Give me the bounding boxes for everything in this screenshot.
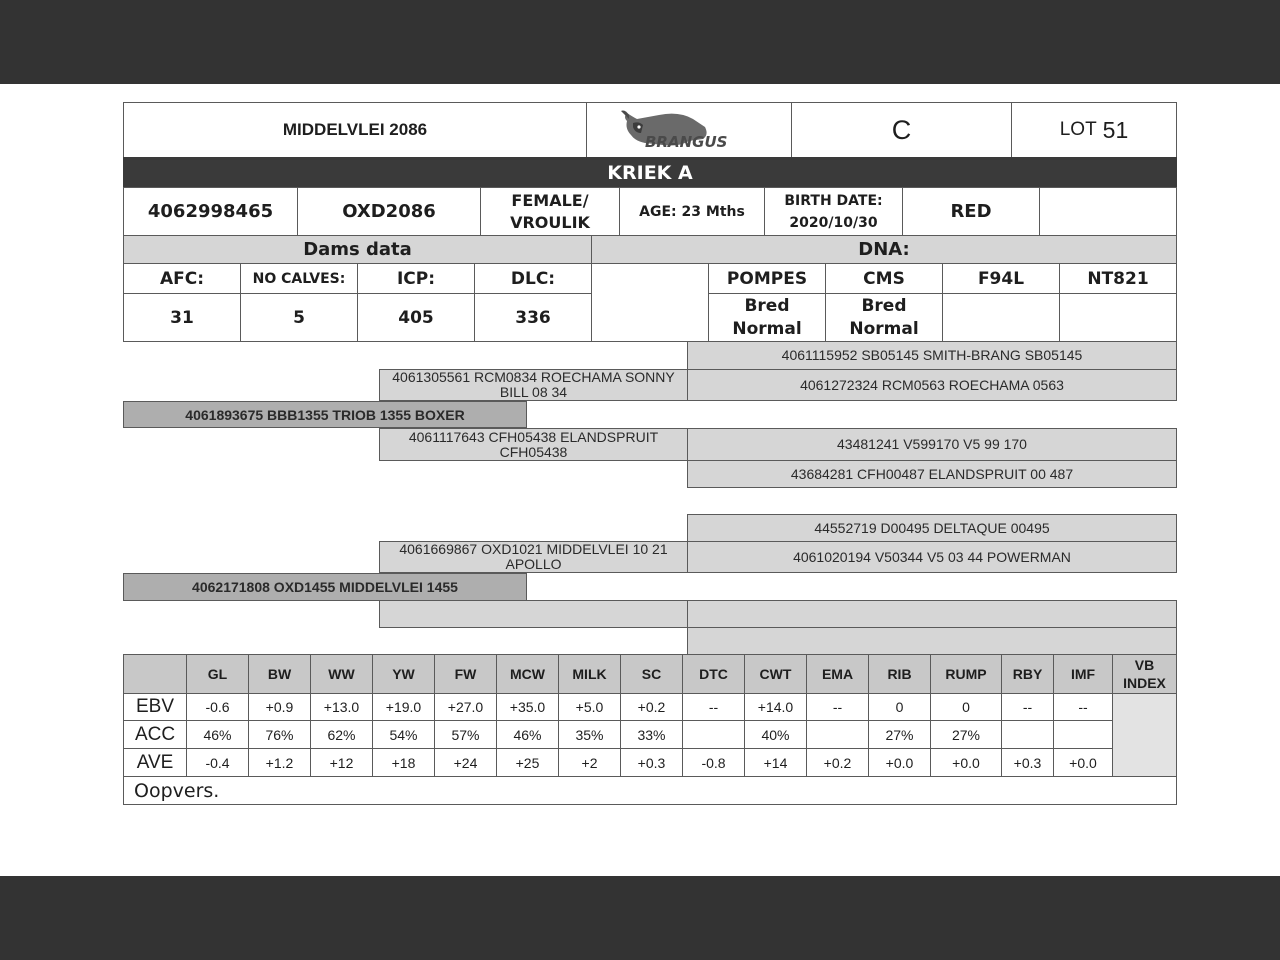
ebv-cell: 76% — [248, 720, 311, 749]
ebv-col-header-rby: RBY — [1001, 654, 1054, 694]
dna-cms-label: CMS — [825, 263, 943, 294]
footer-note: Oopvers. — [123, 776, 1177, 805]
ebv-cell: -0.6 — [186, 693, 249, 721]
ebv-cell: +2 — [558, 748, 621, 777]
pedigree-dam-dam-dam — [687, 627, 1177, 655]
dna-cms-line-2: Normal — [849, 318, 919, 339]
ebv-col-header-ww: WW — [310, 654, 373, 694]
ebv-cell: 62% — [310, 720, 373, 749]
ebv-cell: +0.0 — [930, 748, 1002, 777]
ebv-col-header-bw: BW — [248, 654, 311, 694]
ebv-row-label-acc: ACC — [123, 720, 187, 749]
ebv-cell: 0 — [868, 693, 931, 721]
vb-index-line-2: INDEX — [1123, 675, 1166, 691]
ebv-cell: +0.0 — [868, 748, 931, 777]
sex-line-1: FEMALE/ — [511, 190, 589, 210]
ebv-col-header-imf: IMF — [1053, 654, 1113, 694]
dna-cms-line-1: Bred — [861, 295, 907, 316]
dna-nt821-label: NT821 — [1059, 263, 1177, 294]
ebv-cell: -0.8 — [682, 748, 745, 777]
ebv-col-header-sc: SC — [620, 654, 683, 694]
brangus-logo — [586, 102, 792, 158]
pedigree-sire-sire-sire: 4061115952 SB05145 SMITH-BRANG SB05145 — [687, 341, 1177, 370]
ebv-cell: 46% — [186, 720, 249, 749]
birth-date — [764, 187, 903, 236]
color: RED — [902, 187, 1040, 236]
afc-label: AFC: — [123, 263, 241, 294]
pedigree-dam-sire-dam: 4061020194 V50344 V5 03 44 POWERMAN — [687, 541, 1177, 573]
ebv-cell: +0.3 — [1001, 748, 1054, 777]
dna-pompes-line-1: Bred — [744, 295, 790, 316]
dna-title: DNA: — [591, 235, 1177, 264]
dna-pompes-value — [708, 293, 826, 342]
ebv-cell: 57% — [434, 720, 497, 749]
ebv-cell: +14 — [744, 748, 807, 777]
ebv-cell: +19.0 — [372, 693, 435, 721]
ebv-row-label-ebv: EBV — [123, 693, 187, 721]
dna-blank-cell — [591, 263, 709, 342]
ebv-cell: 46% — [496, 720, 559, 749]
ebv-cell: -- — [682, 693, 745, 721]
dna-pompes-line-2: Normal — [732, 318, 802, 339]
ebv-cell — [806, 720, 869, 749]
info-extra — [1039, 187, 1177, 236]
ebv-cell: +24 — [434, 748, 497, 777]
ebv-row-label-ave: AVE — [123, 748, 187, 777]
ebv-col-header-ema: EMA — [806, 654, 869, 694]
dlc-value: 336 — [474, 293, 592, 342]
ebv-col-header-mcw: MCW — [496, 654, 559, 694]
ebv-cell: +0.2 — [620, 693, 683, 721]
dna-f94l-label: F94L — [942, 263, 1060, 294]
birth-date-label: BIRTH DATE: — [784, 192, 883, 209]
ebv-cell: 33% — [620, 720, 683, 749]
icp-label: ICP: — [357, 263, 475, 294]
ebv-cell — [682, 720, 745, 749]
pedigree-sire-sire-dam: 4061272324 RCM0563 ROECHAMA 0563 — [687, 369, 1177, 401]
dams-data-title: Dams data — [123, 235, 592, 264]
ebv-cell: -0.4 — [186, 748, 249, 777]
ebv-col-header-yw: YW — [372, 654, 435, 694]
ebv-cell: 54% — [372, 720, 435, 749]
ebv-cell: 0 — [930, 693, 1002, 721]
pedigree-dam-sire: 4061669867 OXD1021 MIDDELVLEI 10 21 APOLLO — [379, 541, 688, 573]
pedigree-dam-sire-sire: 44552719 D00495 DELTAQUE 00495 — [687, 514, 1177, 542]
sex-line-2: VROULIK — [510, 212, 590, 232]
pedigree-sire: 4061893675 BBB1355 TRIOB 1355 BOXER — [123, 401, 527, 428]
lot-text: LOT — [1059, 119, 1097, 140]
ebv-col-header-dtc: DTC — [682, 654, 745, 694]
ebv-cell: -- — [806, 693, 869, 721]
sex — [480, 187, 620, 236]
ebv-cell: +14.0 — [744, 693, 807, 721]
ebv-cell: +27.0 — [434, 693, 497, 721]
pedigree-sire-dam: 4061117643 CFH05438 ELANDSPRUIT CFH05438 — [379, 428, 688, 461]
ebv-cell: +5.0 — [558, 693, 621, 721]
ebv-cell — [1001, 720, 1054, 749]
ebv-cell: +35.0 — [496, 693, 559, 721]
ebv-col-header-gl: GL — [186, 654, 249, 694]
ebv-cell: 27% — [930, 720, 1002, 749]
ebv-col-header-fw: FW — [434, 654, 497, 694]
ebv-cell: +13.0 — [310, 693, 373, 721]
vb-index-line-1: VB — [1134, 657, 1155, 673]
ebv-cell: -- — [1001, 693, 1054, 721]
ebv-cell: +18 — [372, 748, 435, 777]
top-bar — [0, 0, 1280, 84]
dna-cms-value — [825, 293, 943, 342]
age: AGE: 23 Mths — [619, 187, 765, 236]
ebv-col-header-rump: RUMP — [930, 654, 1002, 694]
ebv-cell: -- — [1053, 693, 1113, 721]
pedigree-dam-dam — [379, 600, 688, 628]
registration-number: 4062998465 — [123, 187, 298, 236]
lot-label — [1011, 102, 1177, 158]
bottom-bar — [0, 876, 1280, 960]
no-calves-value: 5 — [240, 293, 358, 342]
ebv-cell: 27% — [868, 720, 931, 749]
dlc-label: DLC: — [474, 263, 592, 294]
pedigree-dam: 4062171808 OXD1455 MIDDELVLEI 1455 — [123, 573, 527, 601]
icp-value: 405 — [357, 293, 475, 342]
pedigree-sire-dam-dam: 43684281 CFH00487 ELANDSPRUIT 00 487 — [687, 460, 1177, 488]
ebv-cell: +25 — [496, 748, 559, 777]
ebv-col-header-cwt: CWT — [744, 654, 807, 694]
ebv-cell: +0.9 — [248, 693, 311, 721]
ebv-cell: 35% — [558, 720, 621, 749]
dna-nt821-value — [1059, 293, 1177, 342]
vb-index-value — [1112, 693, 1177, 777]
ebv-col-header-milk: MILK — [558, 654, 621, 694]
lot-number: 51 — [1102, 116, 1129, 143]
no-calves-label: NO CALVES: — [240, 263, 358, 294]
ebv-cell: 40% — [744, 720, 807, 749]
afc-value: 31 — [123, 293, 241, 342]
ebv-cell: +12 — [310, 748, 373, 777]
birth-date-value: 2020/10/30 — [789, 214, 878, 231]
id-code: OXD2086 — [297, 187, 481, 236]
ebv-cell: +0.3 — [620, 748, 683, 777]
ebv-cell — [1053, 720, 1113, 749]
logo-text: BRANGUS — [645, 133, 728, 151]
ebv-col-header-rib: RIB — [868, 654, 931, 694]
dna-pompes-label: POMPES — [708, 263, 826, 294]
dna-f94l-value — [942, 293, 1060, 342]
animal-name: MIDDELVLEI 2086 — [123, 102, 587, 158]
vb-index-header — [1112, 654, 1177, 694]
pedigree-dam-dam-sire — [687, 600, 1177, 628]
ebv-cell: +0.0 — [1053, 748, 1113, 777]
class-label: C — [791, 102, 1012, 158]
pedigree-sire-dam-sire: 43481241 V599170 V5 99 170 — [687, 428, 1177, 461]
pedigree-sire-sire: 4061305561 RCM0834 ROECHAMA SONNY BILL 08 34 — [379, 369, 688, 401]
animal-title-bar: KRIEK A — [123, 157, 1177, 188]
ebv-cell: +0.2 — [806, 748, 869, 777]
ebv-corner-header — [123, 654, 187, 694]
ebv-cell: +1.2 — [248, 748, 311, 777]
